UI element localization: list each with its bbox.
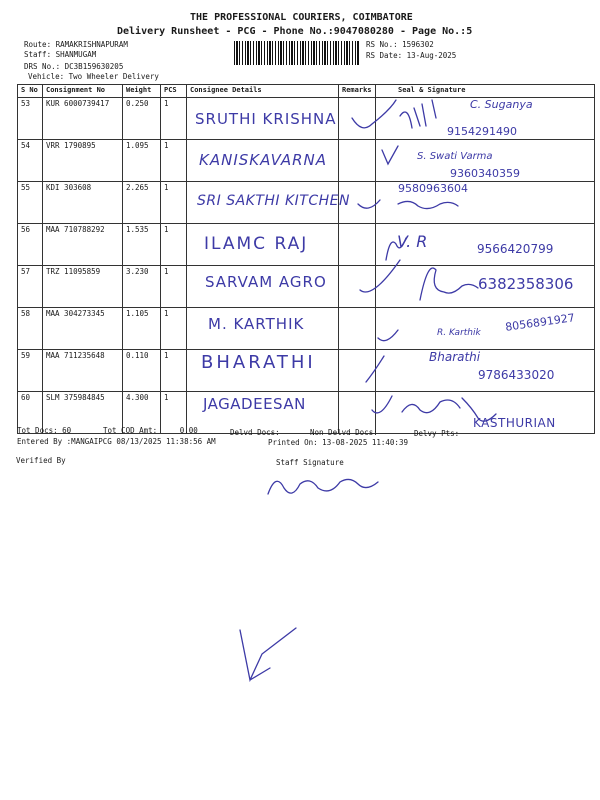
col-header-weight: Weight [123, 85, 161, 98]
cell-weight: 4.300 [123, 392, 161, 434]
handwritten-signature: Bharathi [429, 350, 481, 364]
cell-sno: 54 [18, 140, 43, 182]
handwritten-phone: 9786433020 [478, 368, 555, 382]
cell-sno: 59 [18, 350, 43, 392]
cell-weight: 3.230 [123, 266, 161, 308]
cell-sno: 55 [18, 182, 43, 224]
handwritten-signature: KASTHURIAN [473, 416, 556, 430]
entered-by: Entered By :MANGAIPCG 08/13/2025 11:38:56 AM [17, 437, 216, 446]
handwritten-phone: 9154291490 [447, 125, 517, 138]
route-label: Route: RAMAKRISHNAPURAM [24, 40, 128, 49]
tick-mark [352, 100, 396, 128]
vehicle-label: Vehicle: Two Wheeler Delivery [28, 72, 159, 81]
page-scribble [240, 628, 296, 680]
delivery-points: Delvy Pts: [414, 429, 460, 438]
tick-mark [358, 200, 380, 208]
signature-scribble [398, 201, 458, 208]
handwritten-consignee: SRUTHI KRISHNA [195, 110, 337, 128]
handwritten-consignee: SRI SAKTHI KITCHEN [197, 193, 350, 209]
cell-pcs: 1 [161, 224, 187, 266]
handwritten-consignee: JAGADEESAN [203, 395, 306, 413]
cell-pcs: 1 [161, 392, 187, 434]
staff-label: Staff: SHANMUGAM [24, 50, 97, 59]
cell-consignment: SLM 375984845 [43, 392, 123, 434]
handwritten-consignee: KANISKAVARNA [199, 151, 328, 169]
handwritten-signature: S. Swati Varma [417, 151, 493, 162]
signature-scribble [462, 398, 496, 421]
total-docs: Tot Docs: 60 [17, 426, 72, 435]
non-delivered-docs: Non Delvd Docs: [310, 428, 378, 437]
cell-pcs: 1 [161, 308, 187, 350]
signature-scribble [386, 238, 406, 260]
cell-pcs: 1 [161, 266, 187, 308]
rs-date: RS Date: 13-Aug-2025 [366, 51, 457, 60]
cell-weight: 0.110 [123, 350, 161, 392]
signature-scribble [400, 100, 436, 128]
handwritten-signature: 9580963604 [398, 182, 468, 195]
cell-sno: 57 [18, 266, 43, 308]
cell-consignment: TRZ 11095859 [43, 266, 123, 308]
verified-by-label: Verified By [16, 456, 66, 465]
handwritten-phone: 9360340359 [450, 167, 520, 180]
cell-consignment: MAA 304273345 [43, 308, 123, 350]
handwritten-consignee: BHARATHI [201, 352, 316, 373]
cell-sno: 60 [18, 392, 43, 434]
handwritten-signature: V. R [397, 232, 428, 251]
handwritten-phone: 6382358306 [478, 275, 574, 293]
cell-consignment: MAA 711235648 [43, 350, 123, 392]
cell-pcs: 1 [161, 350, 187, 392]
total-cod-amount: Tot COD Amt: 0.00 [103, 426, 198, 435]
handwritten-consignee: SARVAM AGRO [205, 273, 327, 291]
drs-number: DRS No.: DC3B159630205 [24, 62, 124, 71]
cell-pcs: 1 [161, 182, 187, 224]
signature-scribble [420, 268, 478, 300]
tick-mark [382, 146, 398, 164]
col-header-remarks: Remarks [339, 85, 376, 98]
company-title: THE PROFESSIONAL COURIERS, COIMBATORE [190, 12, 413, 23]
rs-number: RS No.: 1596302 [366, 40, 434, 49]
tick-mark [372, 396, 392, 413]
cell-pcs: 1 [161, 98, 187, 140]
cell-sno: 56 [18, 224, 43, 266]
cell-weight: 1.105 [123, 308, 161, 350]
cell-pcs: 1 [161, 140, 187, 182]
tick-mark [378, 330, 398, 341]
col-header-consignee: Consignee Details [187, 85, 339, 98]
col-header-sno: S No [18, 85, 43, 98]
cell-consignment: KUR 6000739417 [43, 98, 123, 140]
printed-on: Printed On: 13-08-2025 11:40:39 [268, 438, 408, 447]
col-header-signature: Seal & Signature [376, 85, 595, 98]
handwritten-signature: C. Suganya [470, 98, 533, 111]
staff-signature-scrawl [268, 479, 378, 494]
delivered-docs: Delvd Docs: [230, 428, 280, 437]
runsheet-title: Delivery Runsheet - PCG - Phone No.:9047080280 - Page No.:5 [117, 26, 473, 37]
handwritten-phone: 8056891927 [504, 311, 576, 334]
cell-sno: 58 [18, 308, 43, 350]
tick-mark [360, 260, 400, 292]
handwritten-signature: R. Karthik [437, 328, 481, 338]
cell-consignment: VRR 1790895 [43, 140, 123, 182]
col-header-pcs: PCS [161, 85, 187, 98]
staff-signature-label: Staff Signature [276, 458, 344, 467]
cell-sno: 53 [18, 98, 43, 140]
cell-weight: 1.095 [123, 140, 161, 182]
tick-mark [366, 356, 384, 382]
handwritten-consignee: ILAMC RAJ [204, 234, 309, 254]
cell-consignment: MAA 710788292 [43, 224, 123, 266]
cell-consignment: KDI 303608 [43, 182, 123, 224]
cell-weight: 2.265 [123, 182, 161, 224]
cell-weight: 1.535 [123, 224, 161, 266]
handwritten-consignee: M. KARTHIK [208, 315, 305, 333]
handwritten-phone: 9566420799 [477, 242, 554, 256]
cell-weight: 0.250 [123, 98, 161, 140]
col-header-consignment: Consignment No [43, 85, 123, 98]
signature-scribble [402, 400, 460, 413]
